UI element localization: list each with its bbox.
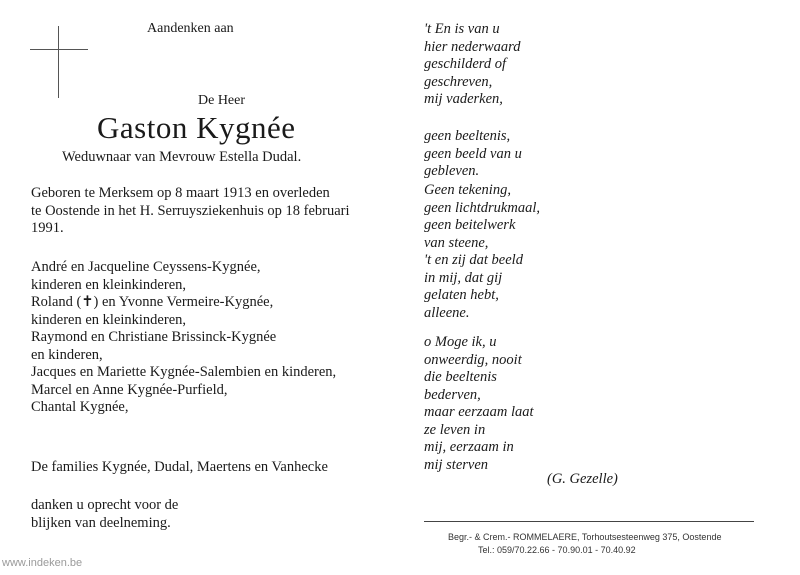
family-line: Roland (✝) en Yvonne Vermeire-Kygnée, [31,294,274,310]
poem-stanza-2 [424,128,522,181]
thanks [31,497,178,532]
biography [31,185,350,238]
poem-stanza-4 [424,334,534,474]
poem-line: maar eerzaam laat [424,404,534,420]
biography-line: te Oostende in het H. Serruysziekenhuis op 18 februari [31,202,350,219]
poem-line: van steene, [424,234,489,251]
family-line: kinderen en kleinkinderen, [31,276,187,293]
family-line: Raymond en Christiane Brissinck-Kygnée [31,329,277,345]
biography-line: Geboren te Merksem op 8 maart 1913 en overleden [31,185,330,201]
footer-divider [424,521,754,522]
poem-line: geen lichtdrukmaal, [424,199,540,216]
poem-stanza-1 [424,21,521,109]
memorial-heading: Aandenken aan [147,21,234,36]
poem-line: o Moge ik, u [424,334,497,350]
biography-line: 1991. [31,220,64,236]
funeral-home-address: Begr.- & Crem.- ROMMELAERE, Torhoutsesteenweg 375, Oostende [448,532,722,542]
poem-line: geen beitelwerk [424,217,516,233]
thanks-line: danken u oprecht voor de [31,497,179,513]
family-line: Jacques en Mariette Kygnée-Salembien en kinderen, [31,364,337,380]
family-line: en kinderen, [31,346,103,363]
family-line: Chantal Kygnée, [31,399,129,415]
poem-line: geschilderd of [424,56,507,72]
funeral-home-phone: Tel.: 059/70.22.66 - 70.90.01 - 70.40.92 [478,545,636,555]
poem-line: onweerdig, nooit [424,351,522,368]
deceased-title: De Heer [198,93,246,108]
thanks-line: blijken van deelneming. [31,514,171,531]
families-line: De families Kygnée, Dudal, Maertens en Vanhecke [31,459,328,475]
deceased-relation: Weduwnaar van Mevrouw Estella Dudal. [62,149,302,165]
poem-line: Geen tekening, [424,182,511,198]
cross-horizontal-bar [30,49,88,50]
cross-vertical-bar [58,26,59,98]
family-line: kinderen en kleinkinderen, [31,311,187,328]
deceased-name: Gaston Kygnée [97,110,296,145]
poem-author: (G. Gezelle) [547,471,618,487]
poem-stanza-3 [424,182,540,322]
poem-line: mij, eerzaam in [424,439,514,455]
poem-line: in mij, dat gij [424,269,503,286]
poem-line: geen beeltenis, [424,128,511,144]
poem-line: 't en zij dat beeld [424,252,523,268]
family-list [31,259,336,417]
family-line: André en Jacqueline Ceyssens-Kygnée, [31,259,261,275]
poem-line: mij vaderken, [424,91,503,107]
poem-line: bederven, [424,386,481,403]
poem-line: mij sterven [424,456,489,473]
poem-line: hier nederwaard [424,38,521,55]
poem-line: gebleven. [424,163,480,179]
poem-line: geen beeld van u [424,145,522,162]
poem-line: die beeltenis [424,369,497,385]
watermark: www.indeken.be [2,557,83,569]
poem-line: alleene. [424,304,470,321]
family-line: Marcel en Anne Kygnée-Purfield, [31,381,228,398]
poem-line: 't En is van u [424,21,500,37]
poem-line: gelaten hebt, [424,287,499,303]
poem-line: ze leven in [424,421,486,438]
poem-line: geschreven, [424,73,493,90]
